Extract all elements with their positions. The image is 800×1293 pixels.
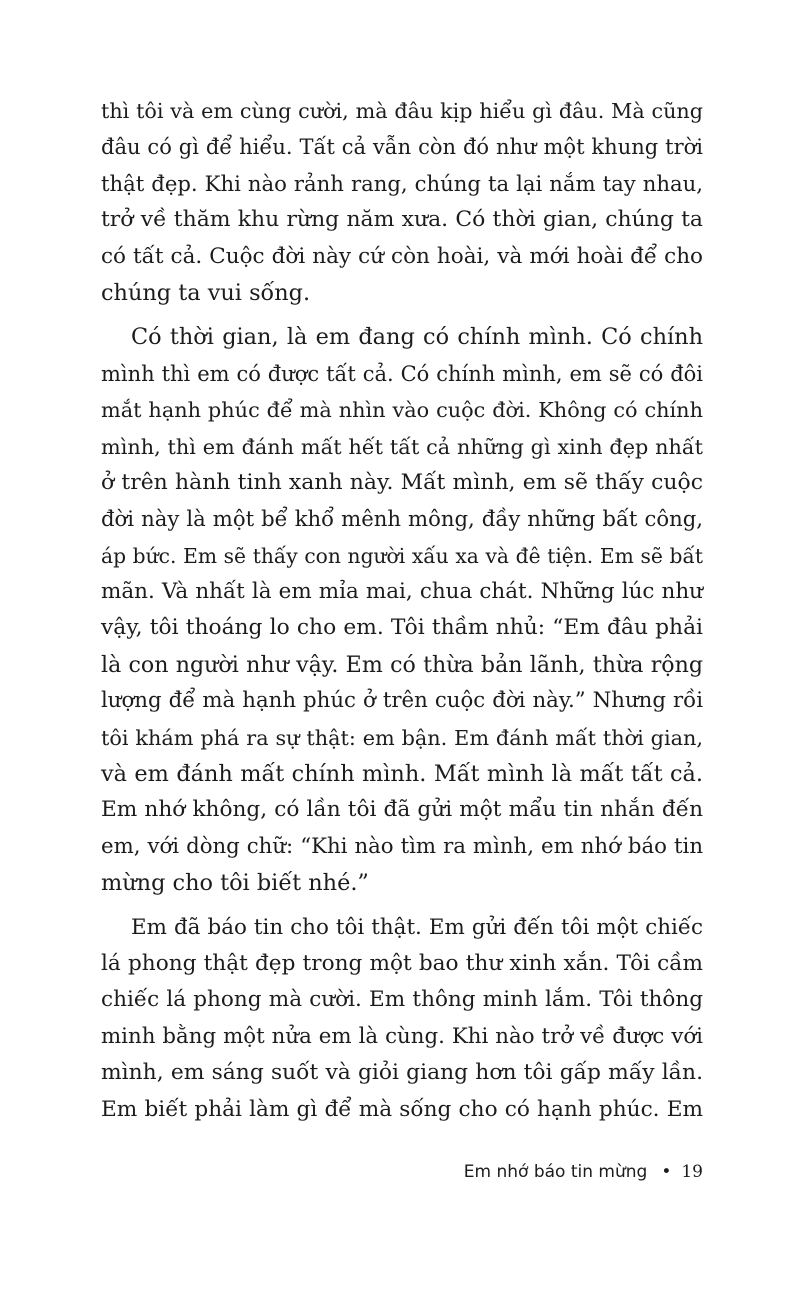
text-line: trở về thăm khu rừng năm xưa. Có thời gian, chúng ta (101, 207, 703, 233)
text-line: chiếc lá phong mà cười. Em thông minh lắm. Tôi thông (101, 987, 703, 1013)
text-line: vậy, tôi thoáng lo cho em. Tôi thầm nhủ: “Em đâu phải (101, 615, 703, 641)
text-line: là con người như vậy. Em có thừa bản lãnh, thừa rộng (101, 651, 703, 678)
text-line: mình, thì em đánh mất hết tất cả những gì xinh đẹp nhất (101, 434, 703, 459)
text-line: đâu có gì để hiểu. Tất cả vẫn còn đó như một khung trời (101, 134, 703, 160)
text-line: thì tôi và em cùng cười, mà đâu kịp hiểu gì đâu. Mà cũng (101, 99, 703, 123)
text-line: mình, em sáng suốt và giỏi giang hơn tôi gấp mấy lần. (101, 1060, 703, 1086)
text-line: đời này là một bể khổ mênh mông, đầy những bất công, (101, 506, 703, 532)
text-line: Có thời gian, là em đang có chính mình. Có chính (131, 324, 703, 351)
text-line: mừng cho tôi biết nhé.” (101, 870, 369, 897)
text-line: mãn. Và nhất là em mỉa mai, chua chát. Những lúc như (101, 579, 703, 605)
text-line: Em đã báo tin cho tôi thật. Em gửi đến tôi một chiếc (131, 914, 703, 940)
text-line: minh bằng một nửa em là cùng. Khi nào trở về được với (101, 1023, 703, 1049)
bullet-separator: • (661, 1162, 672, 1182)
running-title: Em nhớ báo tin mừng (463, 1162, 648, 1182)
text-line: lá phong thật đẹp trong một bao thư xinh xắn. Tôi cầm (101, 950, 703, 976)
text-line: mắt hạnh phúc để mà nhìn vào cuộc đời. Không có chính (101, 398, 703, 423)
text-line: Em nhớ không, có lần tôi đã gửi một mẩu tin nhắn đến (101, 797, 703, 823)
paragraph-1 (101, 93, 703, 311)
text-line: lượng để mà hạnh phúc ở trên cuộc đời này.” Nhưng rồi (101, 688, 703, 714)
paragraph-2 (101, 319, 703, 901)
text-line: áp bức. Em sẽ thấy con người xấu xa và đê tiện. Em sẽ bất (101, 543, 703, 568)
paragraph-3 (101, 910, 703, 1128)
page-number: 19 (681, 1162, 703, 1182)
text-line: và em đánh mất chính mình. Mất mình là mất tất cả. (101, 761, 703, 788)
text-line: mình thì em có được tất cả. Có chính mình, em sẽ có đôi (101, 360, 703, 386)
page-footer (0, 1162, 703, 1182)
text-line: tôi khám phá ra sự thật: em bận. Em đánh mất thời gian, (101, 725, 703, 750)
text-line: có tất cả. Cuộc đời này cứ còn hoài, và mới hoài để cho (101, 243, 703, 269)
text-line: chúng ta vui sống. (101, 279, 311, 306)
text-line: ở trên hành tinh xanh này. Mất mình, em sẽ thấy cuộc (101, 469, 703, 495)
text-line: thật đẹp. Khi nào rảnh rang, chúng ta lại nắm tay nhau, (101, 170, 703, 196)
text-line: em, với dòng chữ: “Khi nào tìm ra mình, em nhớ báo tin (101, 833, 703, 859)
body-text (101, 93, 703, 1136)
text-line: Em biết phải làm gì để mà sống cho có hạnh phúc. Em (101, 1096, 703, 1122)
